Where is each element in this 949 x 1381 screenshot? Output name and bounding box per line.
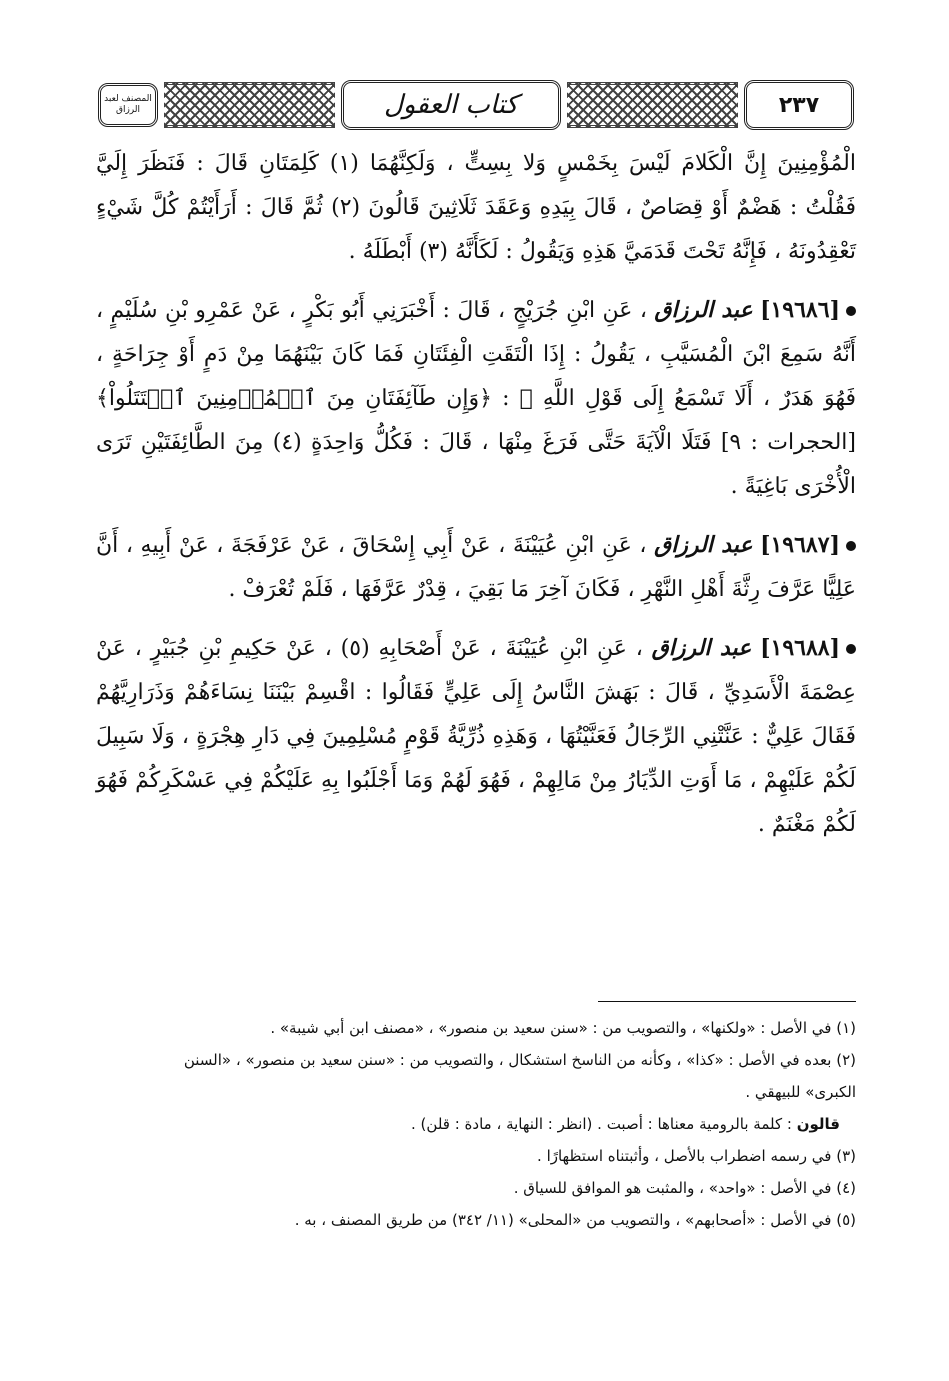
footnote-divider bbox=[598, 1001, 856, 1002]
footnote-2-gloss bbox=[150, 1108, 856, 1140]
intro-paragraph: الْمُؤْمِنِينَ إِنَّ الْكَلامَ لَيْسَ بِخَمْسٍ وَلا بِسِتٍّ ، وَلَكِنَّهُمَا (١) كَلِمَتَانِ قَالَ : فَنَظَرَ إِلَيَّ فَقُلْتُ : هَضْمٌ أَوْ قِصَاصٌ ، قَالَ بِيَدِهِ وَعَقَدَ ثَلَاثِينَ قَالُونَ (٢) ثُمَّ قَالَ : أَرَأَيْتُمْ كُلَّ شَيْءٍ تَعْقِدُونَهُ ، فَإِنَّهُ تَحْتَ قَدَمَيَّ هَذِهِ وَيَقُولُ : لَكَأَنَّهُ (٣) أَبْطَلَهُ . bbox=[96, 151, 856, 264]
header-ornament-left bbox=[164, 82, 335, 128]
page-header bbox=[98, 76, 854, 134]
book-seal: المصنف لعبد الرزاق bbox=[98, 83, 158, 127]
narrator-name: عبد الرزاق bbox=[654, 297, 753, 323]
hadith-19686 bbox=[96, 288, 856, 509]
header-ornament-right bbox=[567, 82, 738, 128]
hadith-text: ، عَنِ ابْنِ عُيَيْنَةَ ، عَنْ أَصْحَابِهِ (٥) ، عَنْ حَكِيمِ بْنِ جُبَيْرٍ ، عَنْ عِصْمَةَ الْأَسَدِيِّ ، قَالَ : بَهَشَ النَّاسُ إِلَى عَلِيٍّ فَقَالُوا : اقْسِمْ بَيْنَنَا نِسَاءَهُمْ وَذَرَارِيَّهُمْ فَقَالَ عَلِيٌّ : عَنَّتْنِي الرِّجَالُ فَعَنَّيْتُهَا ، وَهَذِهِ ذُرِّيَّةُ قَوْمٍ مُسْلِمِينَ فِي دَارِ هِجْرَةٍ ، وَلَا سَبِيلَ لَكُمْ عَلَيْهِمْ ، مَا أَوَتِ الدِّيَارُ مِنْ مَالِهِمْ ، فَهُوَ لَهُمْ وَمَا أَجْلَبُوا بِهِ عَلَيْكُمْ فِي عَسْكَرِكُمْ فَهُوَ لَكُمْ مَغْنَمٌ . bbox=[96, 636, 856, 837]
hadith-number: [١٩٦٨٨] bbox=[760, 635, 841, 661]
hadith-19687 bbox=[96, 523, 856, 612]
hadith-number: [١٩٦٨٦] bbox=[760, 297, 840, 323]
page-number: ٢٣٧ bbox=[744, 80, 854, 130]
footnote-1: (١) في الأصل : «ولكنها» ، والتصويب من : «سنن سعيد بن منصور» ، «مصنف ابن أبي شيبة» . bbox=[270, 1019, 856, 1037]
footnotes bbox=[150, 1012, 856, 1236]
footnote-3: (٣) في رسمه اضطراب بالأصل ، وأثبتناه استظهارًا . bbox=[537, 1147, 856, 1165]
bullet-icon bbox=[846, 306, 856, 316]
gloss-term: قالون bbox=[796, 1115, 840, 1133]
chapter-title: كتاب العقول bbox=[341, 80, 561, 130]
hadith-text: ، عَنِ ابْنِ عُيَيْنَةَ ، عَنْ أَبِي إِسْحَاقَ ، عَنْ عَرْفَجَةَ ، عَنْ أَبِيهِ ، أَنَّ عَلِيًّا عَرَّفَ رِثَّةَ أَهْلِ النَّهْرِ ، فَكَانَ آخِرَ مَا بَقِيَ ، قِدْرٌ عَرَّفَهَا ، فَلَمْ تُعْرَفْ . bbox=[96, 533, 856, 602]
narrator-name: عبد الرزاق bbox=[651, 635, 752, 661]
footnote-4: (٤) في الأصل : «واحد» ، والمثبت هو الموافق للسياق . bbox=[513, 1179, 856, 1197]
bullet-icon bbox=[846, 541, 856, 551]
hadith-19688 bbox=[96, 626, 856, 847]
gloss-text: : كلمة بالرومية معناها : أصبت . (انظر : النهاية ، مادة : قلن) . bbox=[411, 1115, 792, 1133]
main-text bbox=[96, 142, 856, 861]
footnote-5: (٥) في الأصل : «أصحابهم» ، والتصويب من «المحلى» (١١/ ٣٤٢) من طريق المصنف ، به . bbox=[294, 1211, 856, 1229]
hadith-text: ، عَنِ ابْنِ جُرَيْجٍ ، قَالَ : أَخْبَرَنِي أَبُو بَكْرٍ ، عَنْ عَمْرِو بْنِ سُلَيْمٍ ، أَنَّهُ سَمِعَ ابْنَ الْمُسَيَّبِ ، يَقُولُ : إِذَا الْتَقَتِ الْفِئَتَانِ فَمَا كَانَ بَيْنَهُمَا مِنْ دَمٍ أَوْ جِرَاحَةٍ ، فَهُوَ هَدَرٌ ، أَلَا تَسْمَعُ إِلَى قَوْلِ اللَّهِ ﷻ : ﴿وَإِن طَآئِفَتَانِ مِنَ ٱلۡمُؤۡمِنِينَ ٱقۡتَتَلُواْ﴾ [الحجرات : ٩] فَتَلَا الْآيَةَ حَتَّى فَرَغَ مِنْهَا ، قَالَ : فَكُلُّ وَاحِدَةٍ (٤) مِنَ الطَّائِفَتَيْنِ تَرَى الْأُخْرَى بَاغِيَةً . bbox=[96, 298, 857, 499]
footnote-2: (٢) بعده في الأصل : «كذا» ، وكأنه من الناسخ استشكال ، والتصويب من : «سنن سعيد بن منصور» ، «السنن الكبرى» للبيهقي . bbox=[183, 1051, 856, 1101]
narrator-name: عبد الرزاق bbox=[654, 532, 753, 558]
hadith-number: [١٩٦٨٧] bbox=[760, 532, 840, 558]
bullet-icon bbox=[846, 644, 856, 654]
